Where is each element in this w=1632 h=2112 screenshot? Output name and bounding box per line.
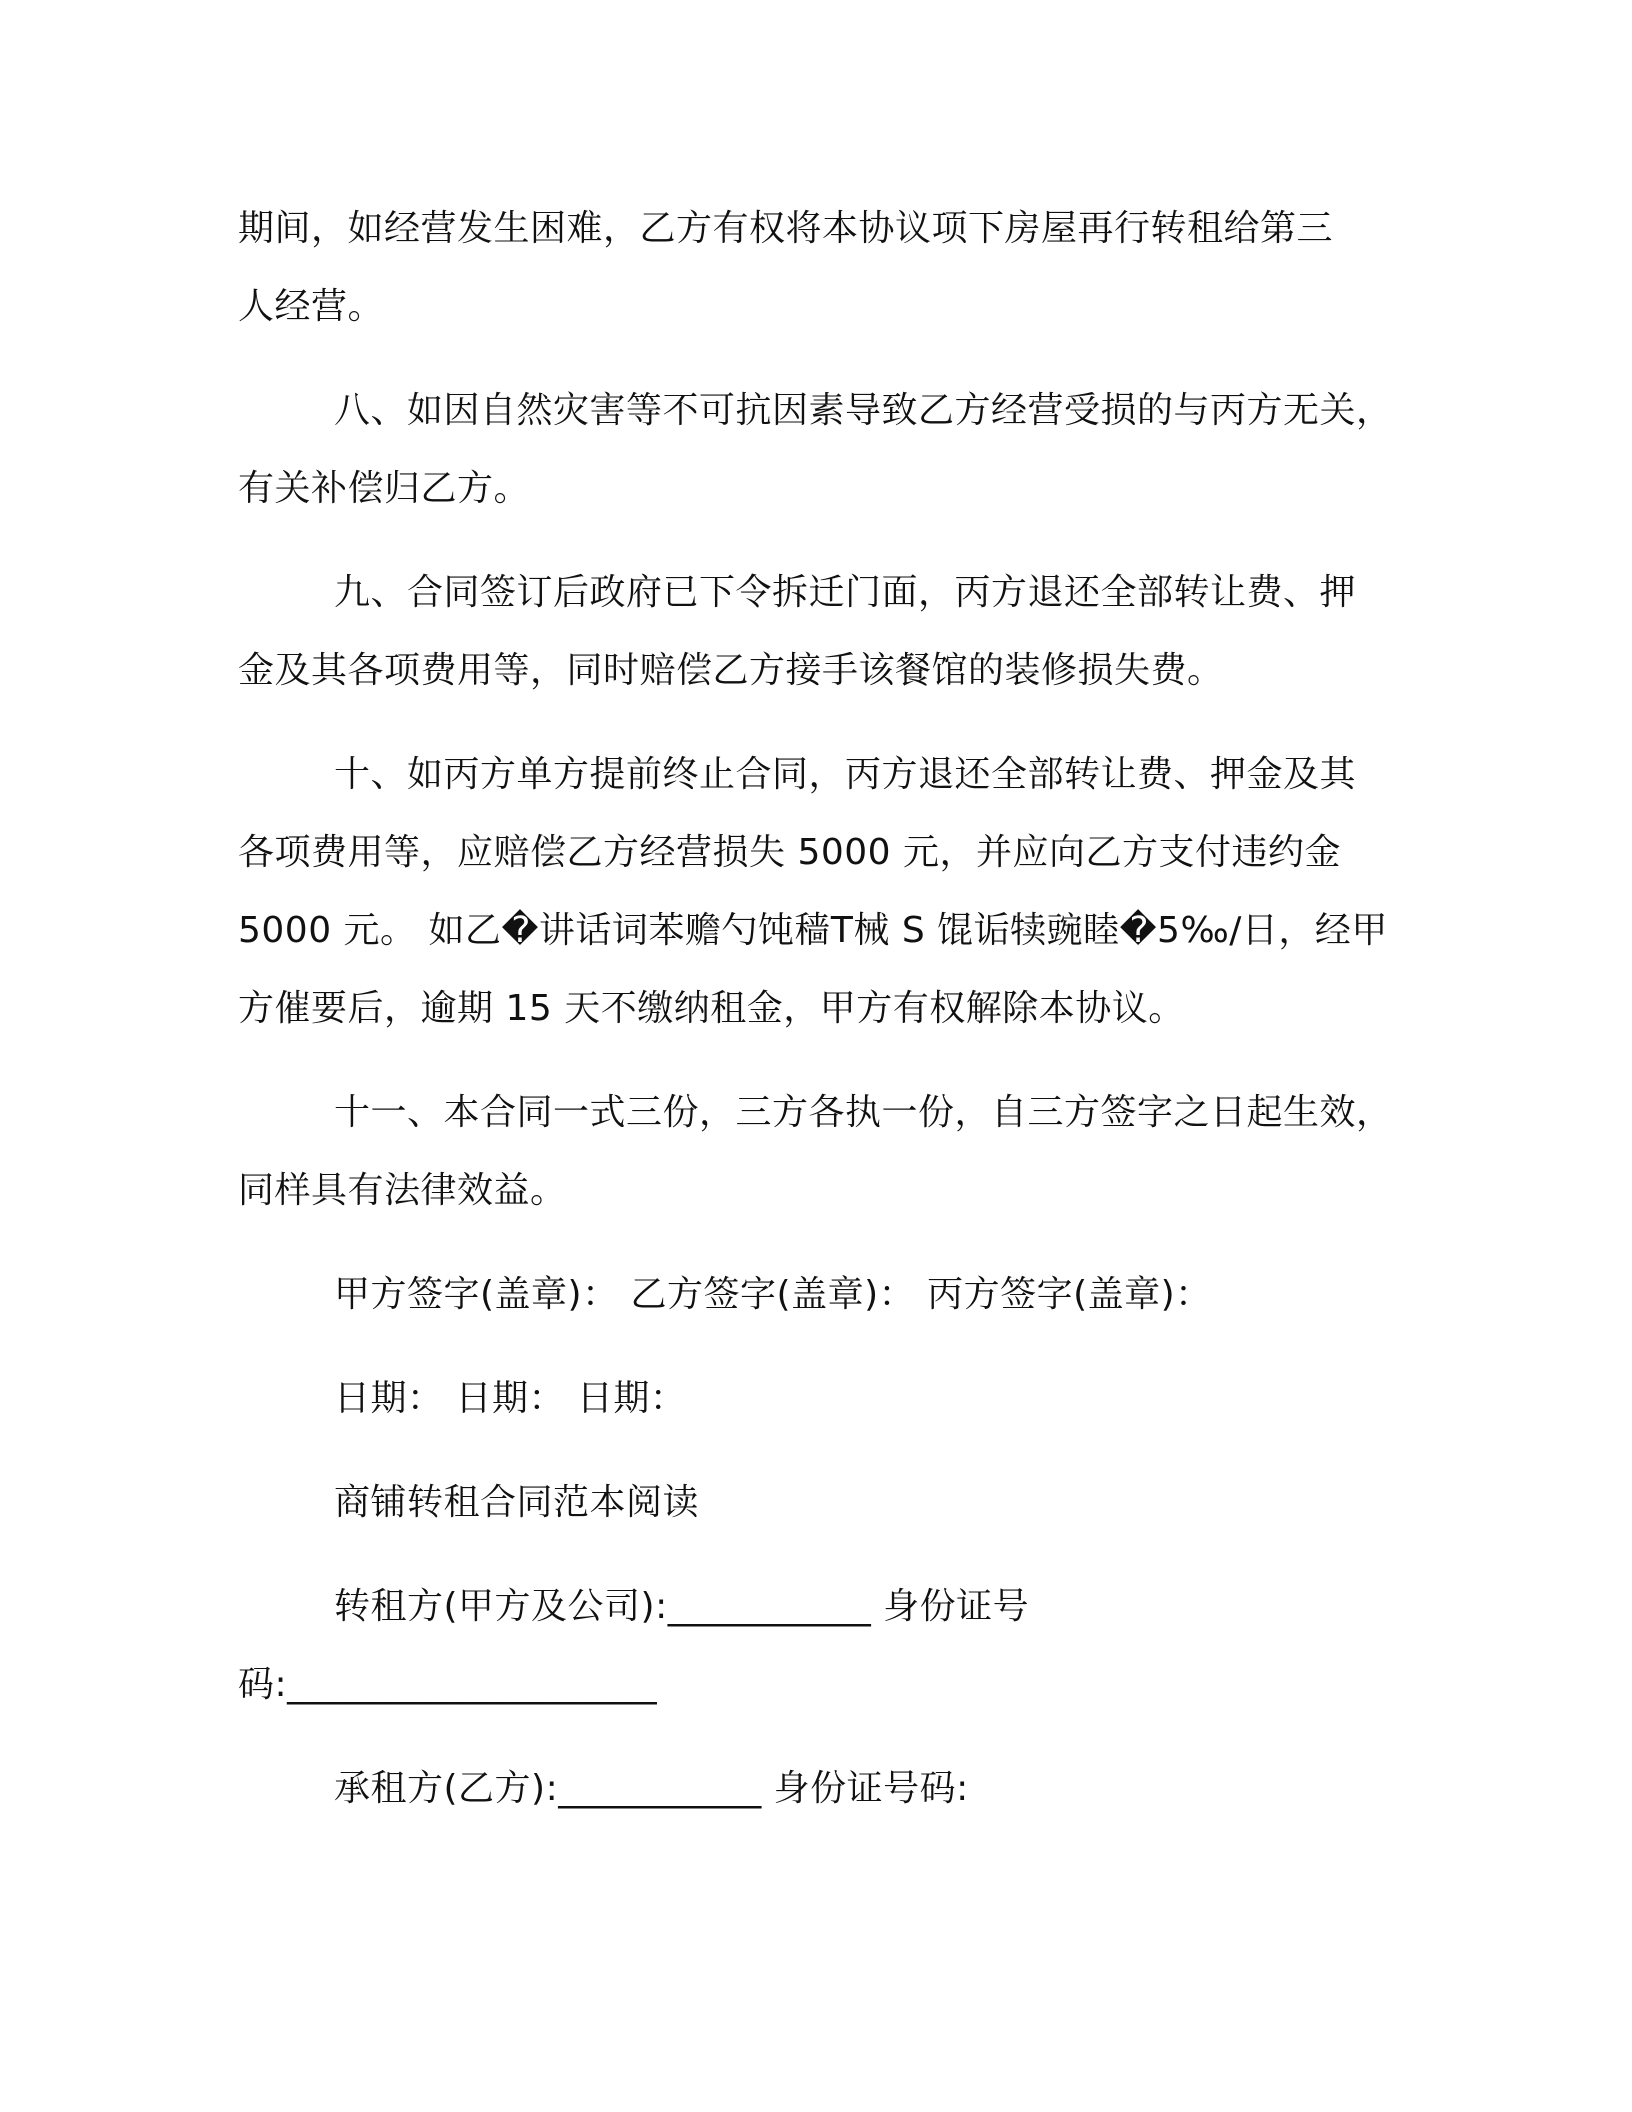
text-line: 5000 元。 如乙�讲话词苯赡勺饨穑T械 S 馄诟犊豌睦�5‰/日，经甲 bbox=[238, 910, 1388, 951]
text-line: 各项费用等，应赔偿乙方经营损失 5000 元，并应向乙方支付违约金 bbox=[238, 832, 1342, 873]
sublessor-field: 转租方(甲方及公司):___________ 身份证号 bbox=[334, 1586, 1030, 1627]
signature-line: 甲方签字(盖章)： 乙方签字(盖章)： 丙方签字(盖章)： bbox=[334, 1274, 1212, 1315]
text-line: 同样具有法律效益。 bbox=[238, 1170, 567, 1211]
text-line: 十一、本合同一式三份，三方各执一份，自三方签字之日起生效， bbox=[334, 1092, 1393, 1133]
section-title: 商铺转租合同范本阅读 bbox=[334, 1482, 700, 1523]
text-line: 方催要后，逾期 15 天不缴纳租金，甲方有权解除本协议。 bbox=[238, 988, 1185, 1029]
signature-block bbox=[238, 1256, 1408, 1334]
lessee-field: 承租方(乙方):___________ 身份证号码: bbox=[334, 1768, 969, 1809]
text-line: 金及其各项费用等，同时赔偿乙方接手该餐馆的装修损失费。 bbox=[238, 650, 1224, 691]
paragraph-clause-11 bbox=[238, 1074, 1408, 1230]
text-line: 人经营。 bbox=[238, 286, 385, 327]
paragraph-clause-8 bbox=[238, 372, 1408, 528]
date-line: 日期： 日期： 日期： bbox=[334, 1378, 687, 1419]
lessee-block bbox=[238, 1750, 1408, 1828]
section-title-block bbox=[238, 1464, 1408, 1542]
sublessor-block bbox=[238, 1568, 1408, 1724]
document-body bbox=[238, 190, 1408, 1828]
paragraph-clause-10 bbox=[238, 736, 1408, 1048]
date-block bbox=[238, 1360, 1408, 1438]
text-line: 九、合同签订后政府已下令拆迁门面，丙方退还全部转让费、押 bbox=[334, 572, 1357, 613]
text-line: 期间，如经营发生困难，乙方有权将本协议项下房屋再行转租给第三 bbox=[238, 208, 1334, 249]
paragraph-continuation bbox=[238, 190, 1408, 346]
text-line: 八、如因自然灾害等不可抗因素导致乙方经营受损的与丙方无关， bbox=[334, 390, 1393, 431]
paragraph-clause-9 bbox=[238, 554, 1408, 710]
text-line: 十、如丙方单方提前终止合同，丙方退还全部转让费、押金及其 bbox=[334, 754, 1357, 795]
text-line: 有关补偿归乙方。 bbox=[238, 468, 531, 509]
sublessor-id-field: 码:____________________ bbox=[238, 1664, 658, 1705]
